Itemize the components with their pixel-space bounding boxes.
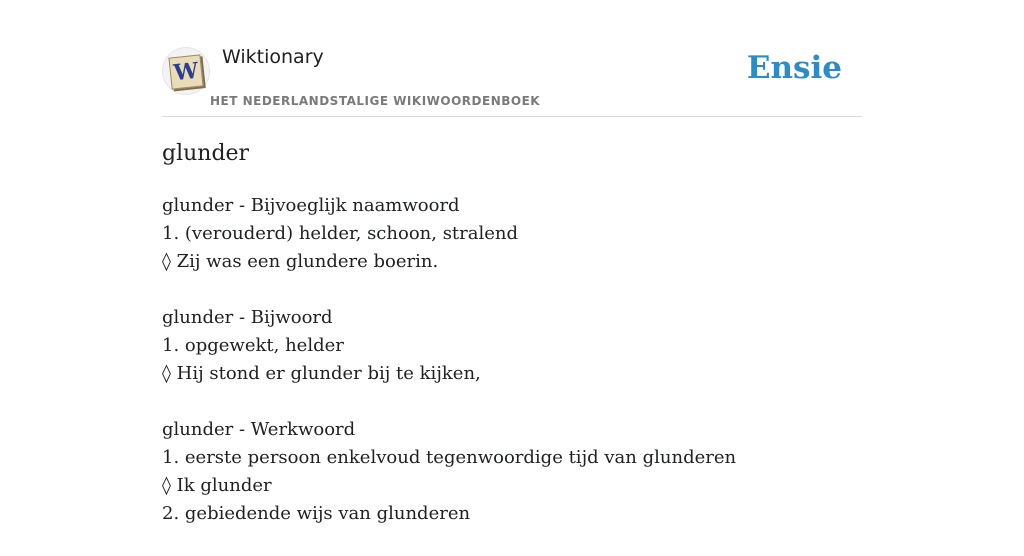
entry-definition: 1. (verouderd) helder, schoon, stralend bbox=[162, 223, 519, 244]
entry-definition: 1. eerste persoon enkelvoud tegenwoordige tijd van glunderen bbox=[162, 447, 737, 468]
entry-heading: glunder - Bijvoeglijk naamwoord bbox=[162, 195, 460, 216]
entry-heading: glunder - Bijwoord bbox=[162, 307, 333, 328]
ensie-logo[interactable]: Ensie bbox=[746, 50, 842, 86]
entry-definition: 1. opgewekt, helder bbox=[162, 335, 344, 356]
main-content bbox=[162, 138, 862, 556]
w-tile-icon: W bbox=[168, 54, 203, 89]
site-name[interactable]: Wiktionary bbox=[222, 46, 324, 68]
entry-example: ◊ Hij stond er glunder bij te kijken, bbox=[162, 363, 481, 384]
entry-list bbox=[162, 192, 862, 528]
entry-adjective bbox=[162, 192, 862, 276]
entry-definition: 2. gebiedende wijs van glunderen bbox=[162, 503, 471, 524]
entry-verb bbox=[162, 416, 862, 528]
site-header bbox=[162, 44, 862, 117]
entry-heading: glunder - Werkwoord bbox=[162, 419, 356, 440]
entry-example: ◊ Zij was een glundere boerin. bbox=[162, 251, 439, 272]
site-tagline: HET NEDERLANDSTALIGE WIKIWOORDENBOEK bbox=[210, 94, 541, 108]
wiktionary-logo[interactable] bbox=[162, 47, 210, 95]
entry-example: ◊ Ik glunder bbox=[162, 475, 272, 496]
page-title: glunder bbox=[162, 141, 250, 166]
entry-adverb bbox=[162, 304, 862, 388]
